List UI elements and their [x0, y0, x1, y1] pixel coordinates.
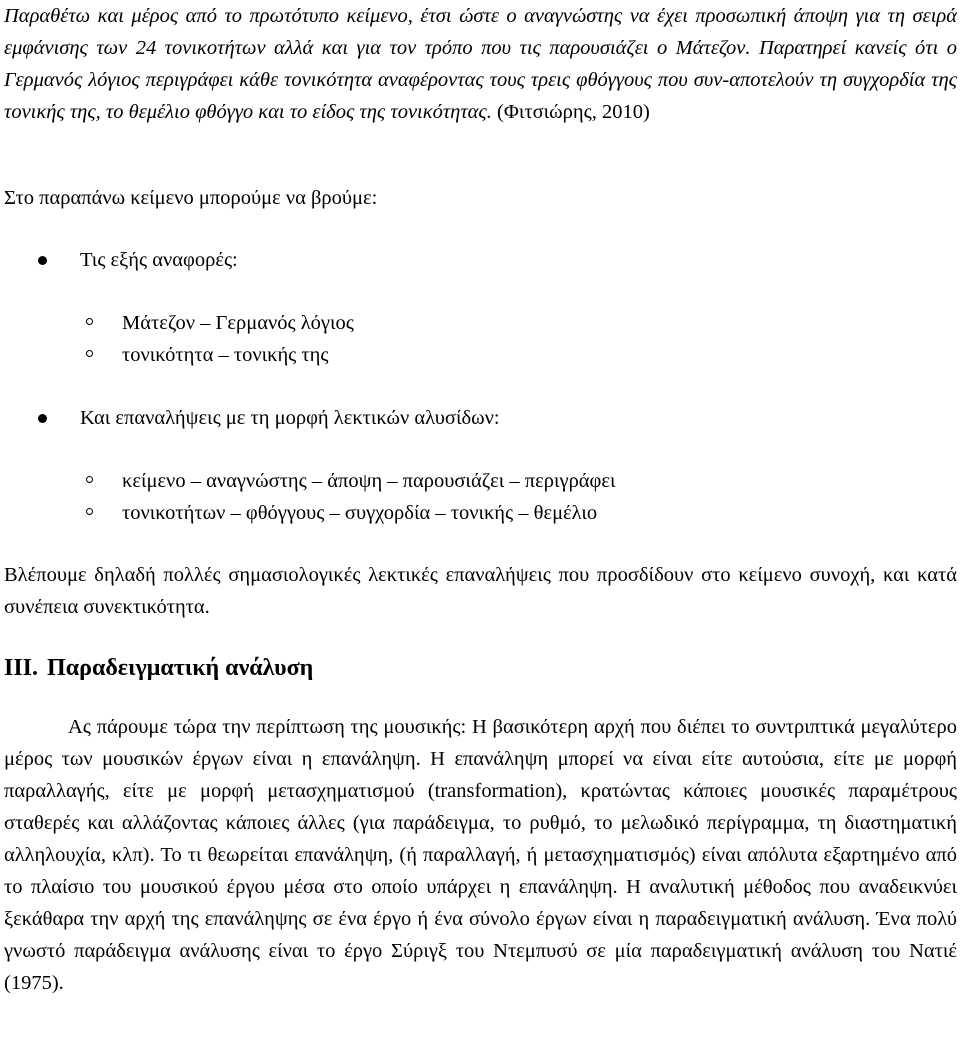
list-item-text: κείμενο – αναγνώστης – άποψη – παρουσιάζει – περιγράφει: [122, 470, 616, 492]
bullet-dot-icon: [38, 256, 47, 265]
summary-paragraph: Βλέπουμε δηλαδή πολλές σημασιολογικές λεκτικές επαναλήψεις που προσδίδουν στο κείμενο συνοχή, και κατά συνέπεια συνεκτικότητα.: [4, 564, 957, 618]
section-heading: [4, 650, 313, 686]
quote-citation: (Φιτσιώρης, 2010): [497, 101, 650, 123]
quote-text: Παραθέτω και μέρος από το πρωτότυπο κείμενο, έτσι ώστε ο αναγνώστης να έχει προσωπική άποψη για τη σειρά εμφάνισης των 24 τονικοτήτων αλλά και για τον τρόπο που τις παρουσιάζει ο Μάτεζον. Παρατηρεί κανείς ότι ο Γερμανός λόγιος περιγράφει κάθε τονικότητα αναφέροντας τους τρεις φθόγγους που συν-αποτελούν τη συγχορδία της τονικής της, το θεμέλιο φθόγγο και το είδος της τονικότητας.: [4, 5, 957, 123]
bullet-dot-icon: [38, 414, 47, 423]
circle-bullet-icon: [86, 508, 93, 515]
list-label: Και επαναλήψεις με τη μορφή λεκτικών αλυσίδων:: [80, 407, 500, 429]
list-item-text: τονικοτήτων – φθόγγους – συγχορδία – τονικής – θεμέλιο: [122, 502, 598, 524]
circle-bullet-icon: [86, 476, 93, 483]
circle-bullet-icon: [86, 318, 93, 325]
section-title: Παραδειγματική ανάλυση: [47, 655, 314, 681]
quote-paragraph: [4, 0, 957, 128]
analysis-paragraph: Ας πάρουμε τώρα την περίπτωση της μουσικής: Η βασικότερη αρχή που διέπει το συντριπτικά μεγαλύτερο μέρος των μουσικών έργων είναι η επανάληψη. Η επανάληψη μπορεί να είναι είτε αυτούσια, είτε με μορφή παραλλαγής, είτε με μορφή μετασχηματισμού (transformation), κρατώντας κάποιες μουσικές παραμέτρους σταθερές και αλλάζοντας κάποιες άλλες (για παράδειγμα, το ρυθμό, το μελωδικό περίγραμμα, τη διαστηματική αλληλουχία, κλπ). Το τι θεωρείται επανάληψη, (ή παραλλαγή, ή μετασχηματισμός) είναι απόλυτα εξαρτημένο από το πλαίσιο του μουσικού έργου μέσα στο οποίο υπάρχει η επανάληψη. Η αναλυτική μέθοδος που αναδεικνύει ξεκάθαρα την αρχή της επανάληψης σε ένα έργο ή ένα σύνολο έργων είναι η παραδειγματική ανάλυση. Ένα πολύ γνωστό παράδειγμα ανάλυσης είναι το έργο Σύριγξ του Ντεμπυσύ σε μία παραδειγματική ανάλυση του Νατιέ (1975).: [4, 716, 957, 994]
list-item-text: Μάτεζον – Γερμανός λόγιος: [122, 312, 354, 334]
section-number: ΙΙΙ.: [4, 655, 39, 681]
list-item-text: τονικότητα – τονικής της: [122, 344, 329, 366]
circle-bullet-icon: [86, 350, 93, 357]
intro-text: Στο παραπάνω κείμενο μπορούμε να βρούμε:: [4, 187, 378, 209]
list-label: Τις εξής αναφορές:: [80, 249, 238, 271]
